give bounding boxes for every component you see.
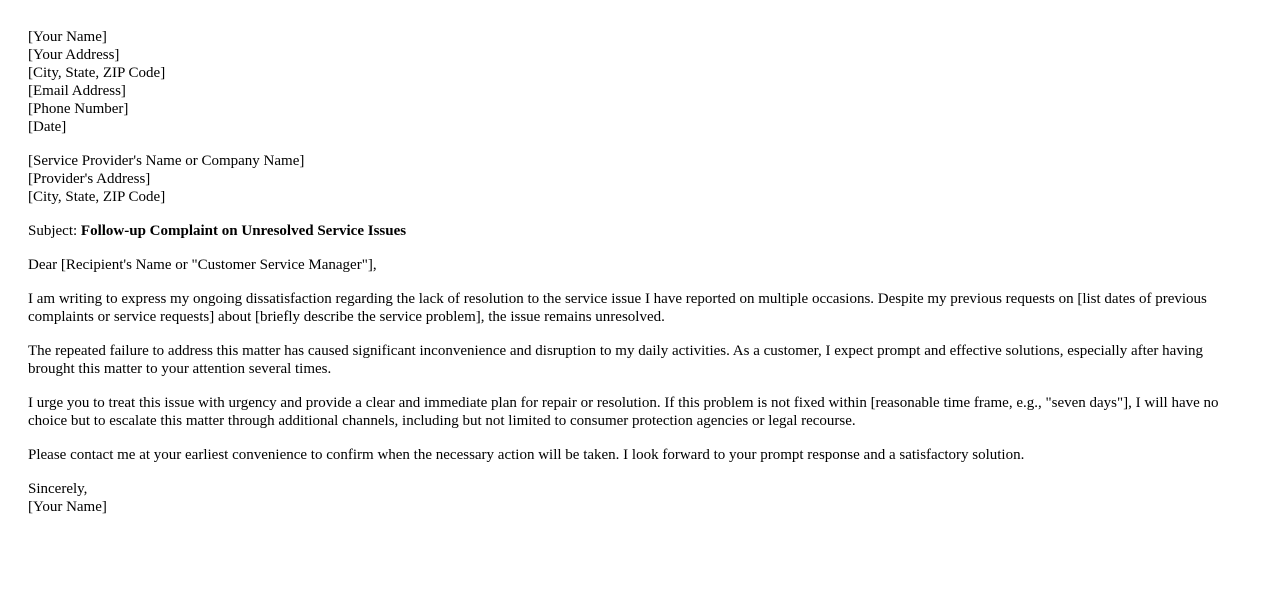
recipient-name: [Service Provider's Name or Company Name] bbox=[28, 153, 305, 169]
complaint-letter bbox=[28, 28, 1253, 532]
body-paragraph: I urge you to treat this issue with urgency and provide a clear and immediate plan for repair or resolution. If this problem is not fixed within [reasonable time frame, e.g., "seven days"], I will have no choice but to escalate this matter through additional channels, including but not limited to consumer protection agencies or legal recourse. bbox=[28, 395, 1219, 429]
sender-phone: [Phone Number] bbox=[28, 101, 129, 117]
body-paragraph: Please contact me at your earliest convenience to confirm when the necessary action will be taken. I look forward to your prompt response and a satisfactory solution. bbox=[28, 447, 1025, 463]
recipient-address: [Provider's Address] bbox=[28, 171, 151, 187]
body-paragraph: I am writing to express my ongoing dissatisfaction regarding the lack of resolution to the service issue I have reported on multiple occasions. Despite my previous requests on [list dates of previous complaints or service requests] about [briefly describe the service problem], the issue remains unresolved. bbox=[28, 291, 1207, 325]
sender-address: [Your Address] bbox=[28, 47, 120, 63]
sender-city-state-zip: [City, State, ZIP Code] bbox=[28, 65, 166, 81]
closing-block bbox=[28, 480, 1253, 516]
sender-address-block bbox=[28, 28, 1253, 136]
sender-name: [Your Name] bbox=[28, 29, 107, 45]
valediction: Sincerely, bbox=[28, 481, 88, 497]
subject-title: Follow-up Complaint on Unresolved Service Issues bbox=[80, 223, 407, 239]
recipient-city-state-zip: [City, State, ZIP Code] bbox=[28, 189, 166, 205]
signature: [Your Name] bbox=[28, 499, 107, 515]
recipient-address-block bbox=[28, 152, 1253, 206]
subject-label: Subject: bbox=[28, 223, 78, 239]
sender-email: [Email Address] bbox=[28, 83, 126, 99]
body-paragraph: The repeated failure to address this matter has caused significant inconvenience and disruption to my daily activities. As a customer, I expect prompt and effective solutions, especially after having brought this matter to your attention several times. bbox=[28, 343, 1203, 377]
letter-date: [Date] bbox=[28, 119, 67, 135]
subject-line bbox=[28, 222, 1253, 240]
greeting: Dear [Recipient's Name or "Customer Service Manager"], bbox=[28, 257, 377, 273]
